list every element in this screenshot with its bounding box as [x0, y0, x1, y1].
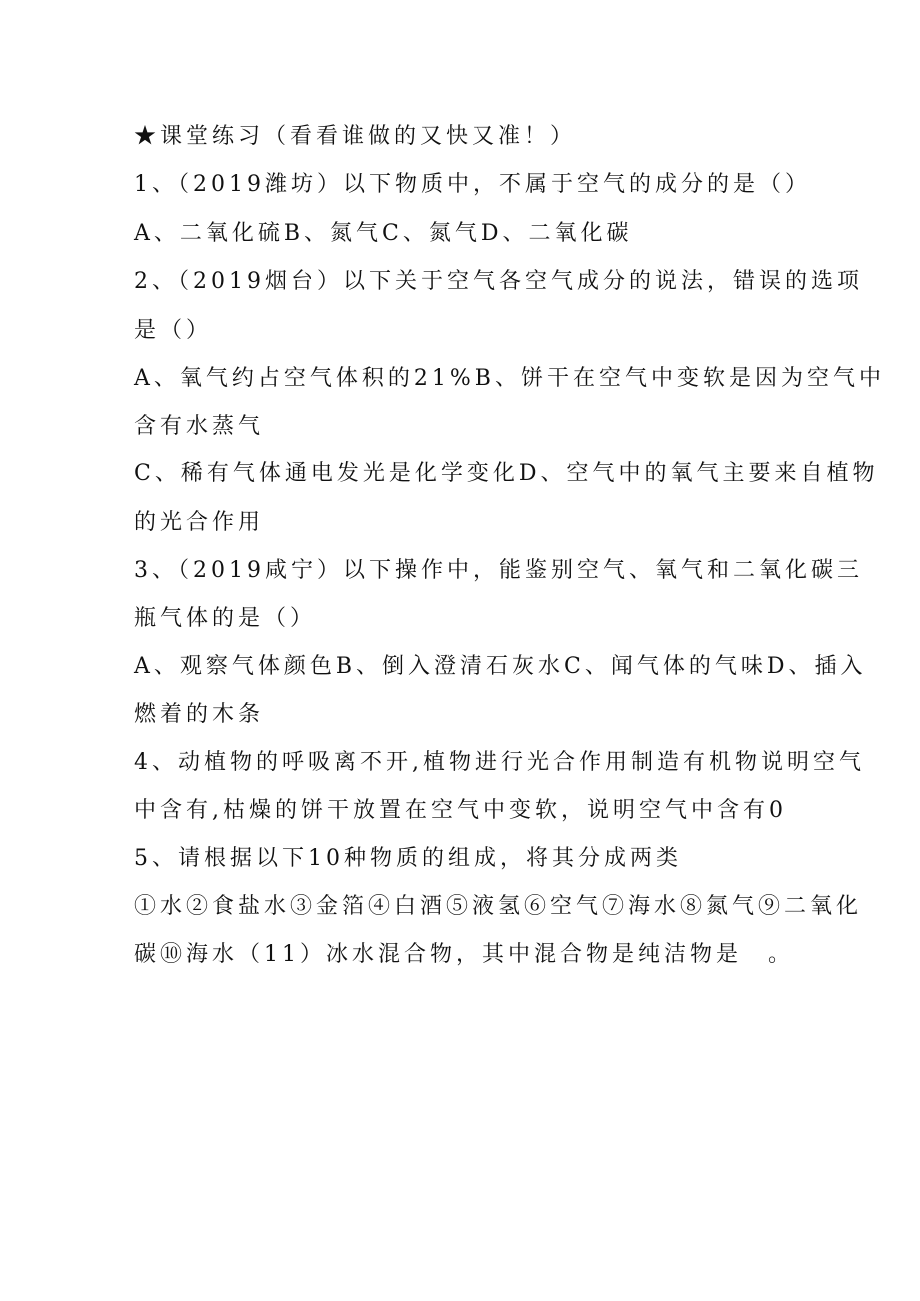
text-line: A、观察气体颜色B、倒入澄清石灰水C、闻气体的气味D、插入 — [134, 654, 867, 679]
text-line: 4、动植物的呼吸离不开,植物进行光合作用制造有机物说明空气 — [134, 750, 865, 775]
text-line: 瓶气体的是（） — [134, 606, 317, 631]
text-line: 燃着的木条 — [134, 702, 265, 727]
text-line: 1、（2019潍坊）以下物质中，不属于空气的成分的是（） — [134, 172, 811, 197]
text-line: 中含有,枯燥的饼干放置在空气中变软，说明空气中含有0 — [134, 798, 787, 823]
text-line: 的光合作用 — [134, 510, 265, 535]
text-line: 含有水蒸气 — [134, 414, 265, 439]
text-line: 3、（2019咸宁）以下操作中，能鉴别空气、氧气和二氧化碳三 — [134, 558, 863, 583]
text-line: 2、（2019烟台）以下关于空气各空气成分的说法，错误的选项 — [134, 269, 863, 294]
text-line: A、氧气约占空气体积的21%B、饼干在空气中变软是因为空气中 — [134, 366, 885, 391]
text-line: 5、请根据以下10种物质的组成，将其分成两类 — [134, 846, 682, 871]
text-line: C、稀有气体通电发光是化学变化D、空气中的氧气主要来自植物 — [134, 461, 879, 486]
text-line: 碳⑩海水（11）冰水混合物，其中混合物是纯洁物是 。 — [134, 942, 794, 967]
exercise-heading: ★课堂练习（看看谁做的又快又准！） — [134, 124, 577, 149]
text-line: 是（） — [134, 318, 213, 343]
text-line: ①水②食盐水③金箔④白酒⑤液氢⑥空气⑦海水⑧氮气⑨二氧化 — [134, 894, 863, 919]
text-line: A、二氧化硫B、氮气C、氮气D、二氧化碳 — [134, 221, 633, 246]
